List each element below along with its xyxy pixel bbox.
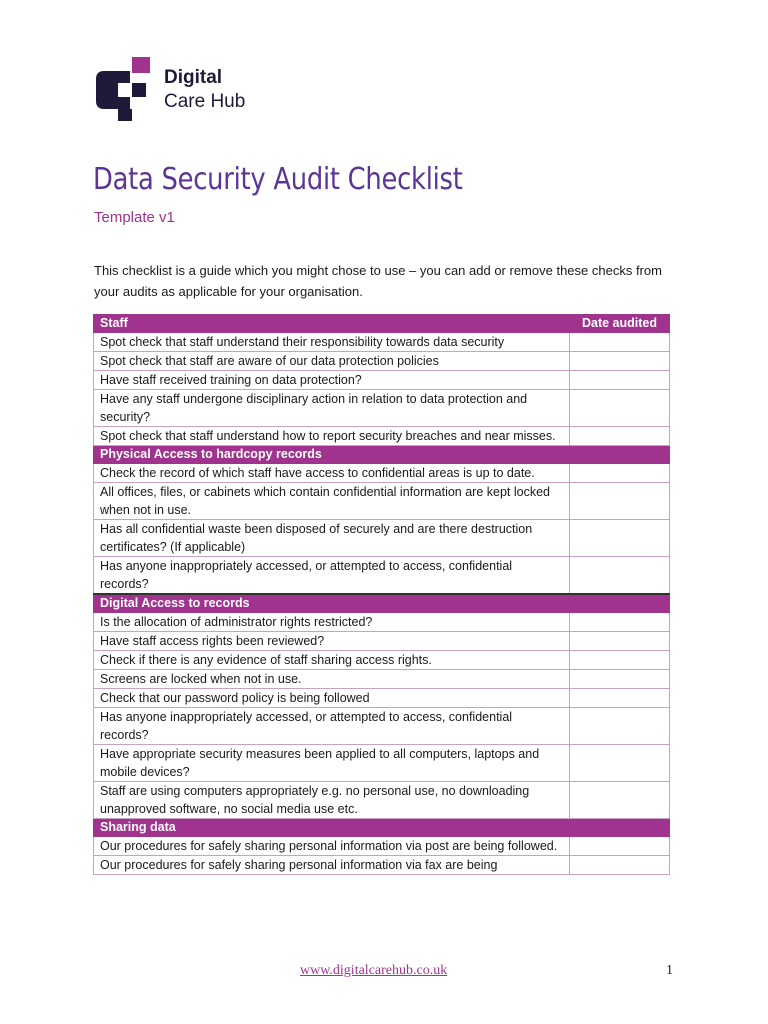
check-item: Our procedures for safely sharing personal information via fax are being [94,856,570,875]
table-row [94,333,670,352]
table-row [94,689,670,708]
date-cell[interactable] [570,782,670,819]
date-cell[interactable] [570,464,670,483]
date-cell[interactable] [570,352,670,371]
check-item: Have staff access rights been reviewed? [94,632,570,651]
table-row [94,651,670,670]
check-item: Check if there is any evidence of staff sharing access rights. [94,651,570,670]
check-item: Has all confidential waste been disposed of securely and are there destruction certificates? (If applicable) [94,520,570,557]
date-cell[interactable] [570,856,670,875]
date-cell[interactable] [570,483,670,520]
table-row [94,427,670,446]
table-row [94,557,670,595]
date-cell[interactable] [570,745,670,782]
date-cell[interactable] [570,613,670,632]
check-item: Check the record of which staff have access to confidential areas is up to date. [94,464,570,483]
table-row [94,613,670,632]
table-row [94,483,670,520]
check-item: Our procedures for safely sharing personal information via post are being followed. [94,837,570,856]
date-cell[interactable] [570,427,670,446]
date-cell[interactable] [570,708,670,745]
date-cell[interactable] [570,689,670,708]
check-item: Have staff received training on data protection? [94,371,570,390]
date-cell[interactable] [570,390,670,427]
check-item: Spot check that staff are aware of our data protection policies [94,352,570,371]
date-cell[interactable] [570,520,670,557]
check-item: Has anyone inappropriately accessed, or attempted to access, confidential records? [94,557,570,595]
table-row [94,464,670,483]
table-row [94,520,670,557]
section-header-physical-access: Physical Access to hardcopy records [94,446,670,464]
intro-text: This checklist is a guide which you might chose to use – you can add or remove these checks from your audits as applicable for your organisation. [94,263,662,299]
table-row [94,670,670,689]
date-cell[interactable] [570,371,670,390]
table-row [94,371,670,390]
date-cell[interactable] [570,632,670,651]
table-row [94,632,670,651]
page-number: 1 [666,963,673,978]
logo-text-line2: Care Hub [164,91,246,112]
date-cell[interactable] [570,333,670,352]
section-header-digital-access: Digital Access to records [94,594,670,613]
check-item: Has anyone inappropriately accessed, or attempted to access, confidential records? [94,708,570,745]
table-row [94,708,670,745]
table-row [94,352,670,371]
logo-text-line1: Digital [164,67,223,88]
digital-care-hub-logo-icon [96,57,152,123]
check-item: Have appropriate security measures been applied to all computers, laptops and mobile devices? [94,745,570,782]
check-item: All offices, files, or cabinets which contain confidential information are kept locked when not in use. [94,483,570,520]
check-item: Screens are locked when not in use. [94,670,570,689]
check-item: Is the allocation of administrator rights restricted? [94,613,570,632]
check-item: Check that our password policy is being followed [94,689,570,708]
date-cell[interactable] [570,651,670,670]
section-header-staff: Staff [94,315,570,333]
table-row [94,782,670,819]
logo [96,57,245,123]
check-item: Spot check that staff understand how to report security breaches and near misses. [94,427,570,446]
table-row [94,837,670,856]
section-header-sharing-data: Sharing data [94,819,670,837]
page-title: Data Security Audit Checklist [93,162,463,197]
date-cell[interactable] [570,837,670,856]
table-row [94,745,670,782]
check-item: Spot check that staff understand their responsibility towards data security [94,333,570,352]
table-row [94,390,670,427]
audit-checklist-table [93,314,670,875]
check-item: Staff are using computers appropriately e.g. no personal use, no downloading unapproved software, no social media use etc. [94,782,570,819]
column-header-date-audited: Date audited [570,315,670,333]
check-item: Have any staff undergone disciplinary action in relation to data protection and security? [94,390,570,427]
date-cell[interactable] [570,557,670,595]
page-subtitle: Template v1 [94,209,175,226]
footer-website-link[interactable]: www.digitalcarehub.co.uk [300,963,448,978]
date-cell[interactable] [570,670,670,689]
table-row [94,856,670,875]
